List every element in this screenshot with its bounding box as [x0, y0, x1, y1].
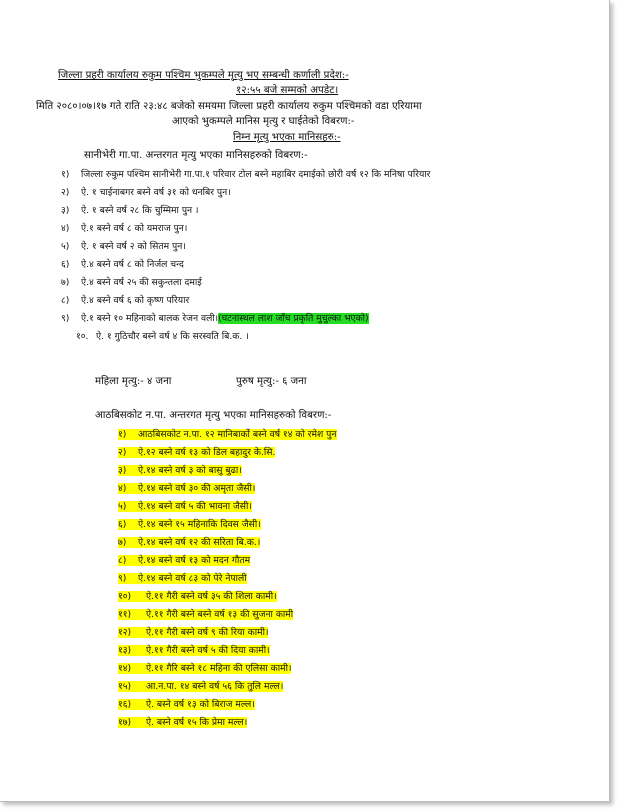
- female-death-count: महिला मृत्यु:- ४ जना: [95, 376, 172, 387]
- item-text: ऐ.११ गैरी बस्ने बस्ने वर्ष १३ की सुजना कामी: [146, 609, 294, 620]
- item-number: १५): [118, 681, 132, 692]
- aathbiskot-title: आठबिसकोट न.पा. अन्तरगत मृत्यु भएका मानिसहरुको विबरण:-: [95, 410, 332, 421]
- item-number: १७): [118, 717, 132, 728]
- item-text: ऐ.१४ बस्ने वर्ष ३ को बासु बुढा।: [138, 465, 242, 476]
- list-item: [61, 294, 189, 307]
- item-number: १): [118, 429, 127, 440]
- list-item: [61, 258, 184, 271]
- list-item: [118, 590, 277, 603]
- item-text: ऐ.१२ बस्ने वर्ष १३ को डिल बहादुर के.सि.: [138, 447, 276, 458]
- list-item: [118, 716, 247, 729]
- highlighted-note: (घटनास्थल लाश जाँच प्रकृति मुचुल्का भएको): [218, 313, 369, 324]
- item-number: २): [118, 447, 127, 458]
- item-text: ऐ.४ बस्ने वर्ष ८ को निर्जल चन्द: [81, 259, 184, 270]
- list-item: [118, 464, 242, 477]
- item-number: ९): [118, 573, 127, 584]
- item-number: ४): [118, 483, 127, 494]
- list-item: [118, 428, 337, 441]
- item-text: ऐ.१ बस्ने वर्ष ८ को यमराज पुन।: [81, 223, 188, 234]
- item-text: ऐ.१४ बस्ने वर्ष ५ की भावना जैसी।: [138, 501, 252, 512]
- list-item: [118, 608, 293, 621]
- list-item: [118, 446, 275, 459]
- list-item: [118, 698, 255, 711]
- item-number: ५): [118, 501, 127, 512]
- item-text: ऐ. बस्ने वर्ष १५ कि प्रेमा मल्ल।: [146, 717, 248, 728]
- list-item: [61, 276, 202, 289]
- report-title: जिल्ला प्रहरी कार्यालय रुकुम पश्चिम भुकम्पले मृत्यु भए सम्बन्धी कर्णाली प्रदेश:-: [58, 70, 349, 81]
- item-text: ऐ.११ गैरी बस्ने वर्ष ३५ की शिला कामी।: [146, 591, 277, 602]
- item-text: आ.न.पा. १४ बस्ने वर्ष ५६ कि तुलि मल्ल।: [146, 681, 284, 692]
- item-number: १४): [118, 663, 132, 674]
- item-text: ऐ.१ बस्ने १० महिनाको बालक रेजन वली।: [81, 313, 219, 324]
- list-item: [61, 204, 199, 217]
- list-item: [118, 644, 270, 657]
- male-death-count: पुरुष मृत्यु:- ६ जना: [236, 376, 307, 387]
- item-number: १०): [118, 591, 132, 602]
- update-time: १२:५५ बजे सम्मको अपडेट।: [236, 85, 339, 96]
- item-text: ऐ. १ बस्ने वर्ष २ को सितम पुन।: [81, 241, 186, 252]
- list-item: [118, 500, 252, 513]
- list-item: [76, 330, 249, 343]
- list-item: [61, 312, 369, 325]
- item-number: ९): [61, 313, 70, 324]
- list-item: [118, 626, 268, 639]
- item-number: ६): [118, 519, 127, 530]
- list-item: [118, 518, 261, 531]
- subtitle-line: आएको भुकम्पले मानिस मृत्यु र घाईतेको विबरण:-: [172, 116, 355, 127]
- item-number: ६): [61, 259, 70, 270]
- list-item: [118, 680, 283, 693]
- item-text: ऐ.११ गैरि बस्ने १८ महिना की एलिसा कामी।: [146, 663, 292, 674]
- item-text: ऐ.११ गैरी बस्ने वर्ष ५ की दिया कामी।: [146, 645, 270, 656]
- item-number: १३): [118, 645, 132, 656]
- item-text: आठबिसकोट न.पा. १२ मानिबार्को बस्ने वर्ष १४ को रमेश पुन: [138, 429, 337, 440]
- list-item: [118, 554, 250, 567]
- item-text: ऐ. बस्ने वर्ष १३ को बिराज मल्ल।: [146, 699, 255, 710]
- sanibheri-title: सानीभेरी गा.पा. अन्तरगत मृत्यु भएका मानिसहरुको विबरण:-: [84, 150, 308, 161]
- item-number: ७): [61, 277, 70, 288]
- list-item: [61, 186, 231, 199]
- item-number: ८): [118, 555, 127, 566]
- deaths-heading: निम्न मृत्यु भएका मानिसहरु:-: [233, 132, 341, 143]
- item-number: २): [61, 187, 70, 198]
- list-item: [61, 240, 186, 253]
- item-number: ४): [61, 223, 70, 234]
- item-text: ऐ. १ गुठिचौर बस्ने वर्ष ४ कि सरस्वति बि.क. ।: [96, 331, 249, 342]
- item-number: ३): [61, 205, 70, 216]
- item-number: ८): [61, 295, 70, 306]
- item-number: ५): [61, 241, 70, 252]
- list-item: [118, 572, 247, 585]
- item-text: ऐ.१४ बस्ने वर्ष १२ की सरिता बि.क.।: [138, 537, 261, 548]
- item-number: १): [61, 169, 70, 180]
- item-number: १६): [118, 699, 132, 710]
- item-text: ऐ.१४ बस्ने वर्ष ८३ को पेरे नेपाली: [138, 573, 247, 584]
- list-item: [118, 482, 255, 495]
- item-number: ७): [118, 537, 127, 548]
- list-item: [61, 168, 430, 181]
- item-text: ऐ.१४ बस्ने वर्ष १३ को मदन गौतम: [138, 555, 251, 566]
- item-text: जिल्ला रुकुम पश्चिम सानीभेरी गा.पा.१ परिवार टोल बस्ने महाबिर दमाईको छोरी वर्ष १२ कि मनिषा परियार: [81, 169, 431, 180]
- item-text: ऐ.१४ बस्ने १५ महिनाकि दिवस जैसी।: [138, 519, 261, 530]
- item-number: १२): [118, 627, 132, 638]
- item-text: ऐ. १ चाईनाबगर बस्ने वर्ष ३१ को धनबिर पुन।: [81, 187, 231, 198]
- item-text: ऐ. १ बस्ने वर्ष २८ कि चुम्मिमा पुन ।: [81, 205, 199, 216]
- list-item: [118, 662, 291, 675]
- date-line: मिति २०८०।०७।१७ गते राति २३:४८ बजेको समयमा जिल्ला प्रहरी कार्यालय रुकुम पश्चिमको वडा एरियामा: [36, 101, 422, 112]
- item-text: ऐ.४ बस्ने वर्ष ६ को कृष्ण परियार: [81, 295, 190, 306]
- item-number: ११): [118, 609, 132, 620]
- item-text: ऐ.११ गैरी बस्ने वर्ष ९ की रिया कामी।: [146, 627, 269, 638]
- item-number: ३): [118, 465, 127, 476]
- item-text: ऐ.४ बस्ने वर्ष २५ की सकुन्तला दमाई: [81, 277, 202, 288]
- list-item: [61, 222, 187, 235]
- item-number: १०.: [76, 331, 89, 342]
- item-text: ऐ.१४ बस्ने वर्ष ३० की अमृता जैसी।: [138, 483, 256, 494]
- list-item: [118, 536, 260, 549]
